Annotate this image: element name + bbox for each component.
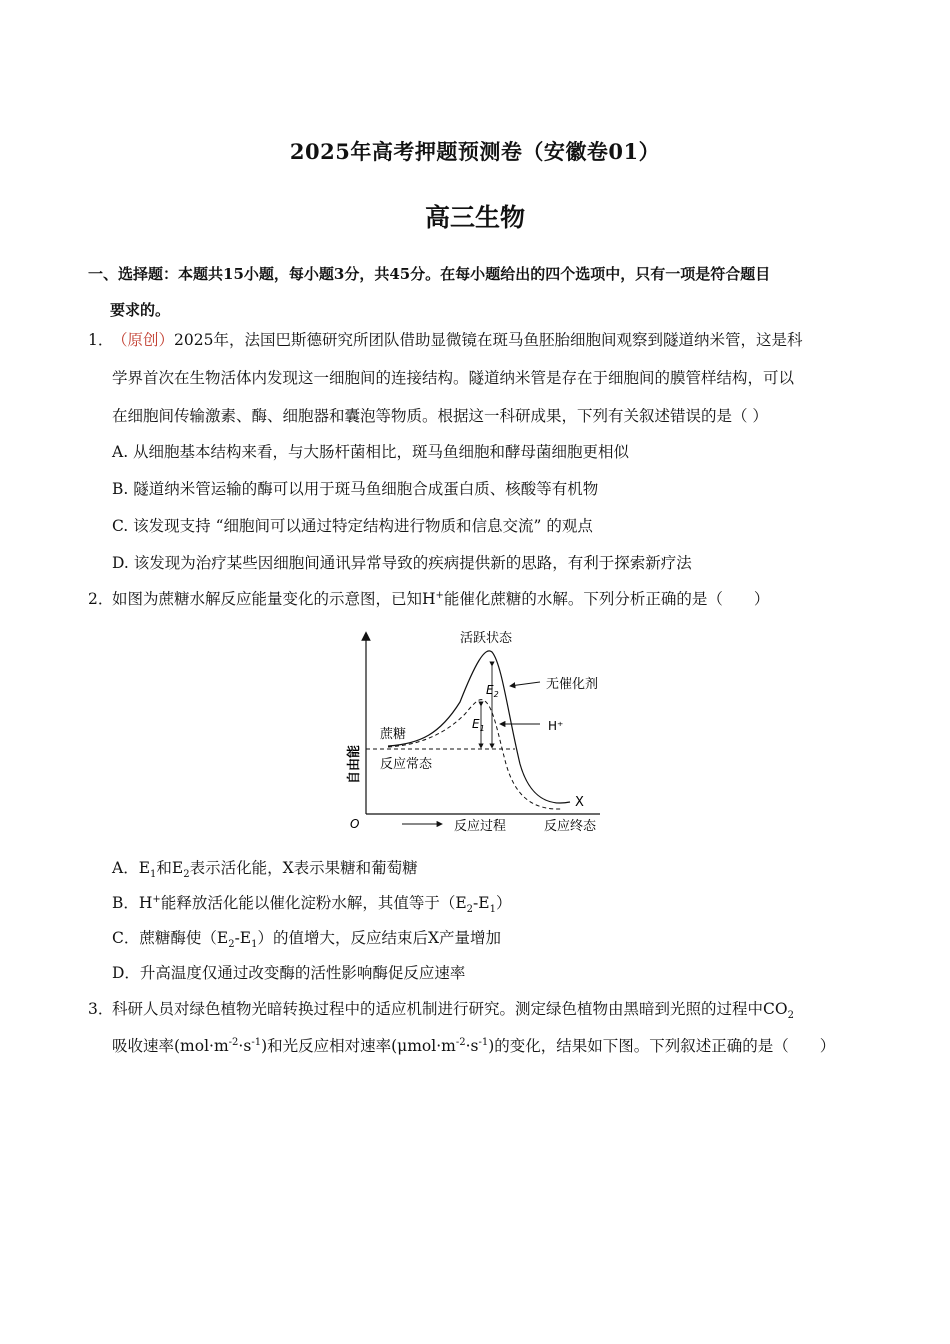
q1-option-a: A. 从细胞基本结构来看，与大肠杆菌相比，斑马鱼细胞和酵母菌细胞更相似 — [112, 443, 630, 461]
label-no-catalyst: 无催化剂 — [546, 677, 599, 692]
label-e1 — [472, 717, 485, 733]
label-normal-state: 反应常态 — [380, 757, 433, 772]
q2a-s2: 2 — [183, 869, 190, 881]
q3-stem-line-2 — [112, 1034, 835, 1056]
q1-option-b: B. 隧道纳米管运输的酶可以用于斑马鱼细胞合成蛋白质、核酸等有机物 — [112, 480, 599, 498]
label-sucrose: 蔗糖 — [380, 727, 407, 742]
subject-title: 高三生物 — [424, 203, 525, 232]
q2b-p3: -E — [473, 894, 490, 912]
q2b-sup: + — [152, 893, 161, 905]
no-catalyst-pointer — [510, 682, 540, 686]
q1-stem-text-1: 2025年，法国巴斯德研究所团队借助显微镜在斑马鱼胚胎细胞间观察到隧道纳米管，这是科 — [174, 331, 803, 349]
q3-l1a: 科研人员对绿色植物光暗转换过程中的适应机制进行研究。测定绿色植物由黑暗到光照的过程中CO — [112, 1000, 788, 1018]
e1-letter: E — [472, 717, 480, 731]
q3-l2b: ·s — [238, 1037, 252, 1055]
q3-l2sup1: -2 — [228, 1036, 239, 1048]
q2-option-a — [112, 856, 418, 880]
q1-stem-line-2: 学界首次在生物活体内发现这一细胞间的连接结构。隧道纳米管是存在于细胞间的膜管样结构，可以 — [112, 369, 795, 387]
q2-option-d: D．升高温度仅通过改变酶的活性影响酶促反应速率 — [112, 964, 466, 982]
q2b-p1: B．H — [112, 894, 153, 912]
label-y-axis: 自由能 — [347, 744, 362, 784]
q2-stem-b: 能催化蔗糖的水解。下列分析正确的是（ ） — [443, 590, 770, 608]
label-active-state: 活跃状态 — [460, 631, 513, 646]
q3-l2d: ·s — [465, 1037, 479, 1055]
q2b-s2: 1 — [489, 904, 496, 916]
q2b-p4: ） — [495, 894, 512, 912]
section-line-2: 要求的。 — [110, 301, 171, 319]
q3-l2e: )的变化，结果如下图。下列叙述正确的是（ ） — [488, 1037, 836, 1055]
section-line-1: 一、选择题：本题共15小题，每小题3分，共45分。在每小题给出的四个选项中，只有一项是符合题目 — [88, 265, 771, 283]
exam-title: 2025年高考押题预测卷（安徽卷01） — [289, 139, 661, 164]
energy-diagram — [330, 624, 630, 844]
q2-number: 2． — [88, 590, 114, 608]
q1-option-d: D. 该发现为治疗某些因细胞间通讯异常导致的疾病提供新的思路，有利于探索新疗法 — [112, 554, 692, 572]
q1-stem-line-1 — [112, 328, 802, 350]
q3-l1sub: 2 — [787, 1010, 794, 1022]
q2-option-b — [112, 891, 511, 915]
q1-tag: （原创） — [112, 331, 175, 349]
q2b-p2: 能释放活化能以催化淀粉水解，其值等于（E — [160, 894, 467, 912]
e1-subscript: 1 — [479, 724, 485, 733]
q2b-s1: 2 — [466, 904, 474, 916]
q2a-p3: 表示活化能，X表示果糖和葡萄糖 — [189, 859, 418, 877]
label-end-state: 反应终态 — [544, 819, 597, 834]
q2c-p1: C．蔗糖酶使（E — [112, 929, 229, 947]
q2-option-c — [112, 926, 501, 950]
q2c-p3: ）的值增大，反应结束后X产量增加 — [257, 929, 502, 947]
q2a-s1: 1 — [150, 869, 157, 881]
label-e2 — [486, 683, 499, 699]
q3-l2sup3: -2 — [455, 1036, 466, 1048]
q3-l2a: 吸收速率(mol·m — [112, 1037, 229, 1055]
label-x: X — [575, 795, 584, 810]
q2a-p2: 和E — [156, 859, 184, 877]
q2c-p2: -E — [234, 929, 252, 947]
q3-l2c: )和光反应相对速率(μmol·m — [261, 1037, 456, 1055]
label-h-plus: H⁺ — [548, 719, 564, 733]
q2a-p1: A．E — [112, 859, 151, 877]
e2-subscript: 2 — [493, 690, 499, 699]
q3-l2sup2: -1 — [251, 1036, 262, 1048]
label-x-axis: 反应过程 — [454, 819, 507, 834]
q1-stem-line-3: 在细胞间传输激素、酶、细胞器和囊泡等物质。根据这一科研成果，下列有关叙述错误的是（ ） — [112, 407, 768, 425]
q2-stem-sup: + — [435, 589, 444, 601]
q2-stem-a: 如图为蔗糖水解反应能量变化的示意图，已知H — [112, 590, 436, 608]
q1-number: 1． — [88, 331, 114, 349]
label-origin: O — [350, 817, 360, 831]
section-heading — [88, 256, 868, 328]
q2c-s1: 2 — [228, 939, 235, 951]
q3-number: 3． — [88, 1000, 114, 1018]
q2c-s2: 1 — [251, 939, 258, 951]
q3-l2sup4: -1 — [478, 1036, 489, 1048]
e2-letter: E — [486, 683, 494, 697]
q2-stem — [112, 587, 769, 609]
q3-stem-line-1 — [112, 997, 794, 1021]
q1-option-c: C. 该发现支持 “细胞间可以通过特定结构进行物质和信息交流” 的观点 — [112, 517, 593, 535]
